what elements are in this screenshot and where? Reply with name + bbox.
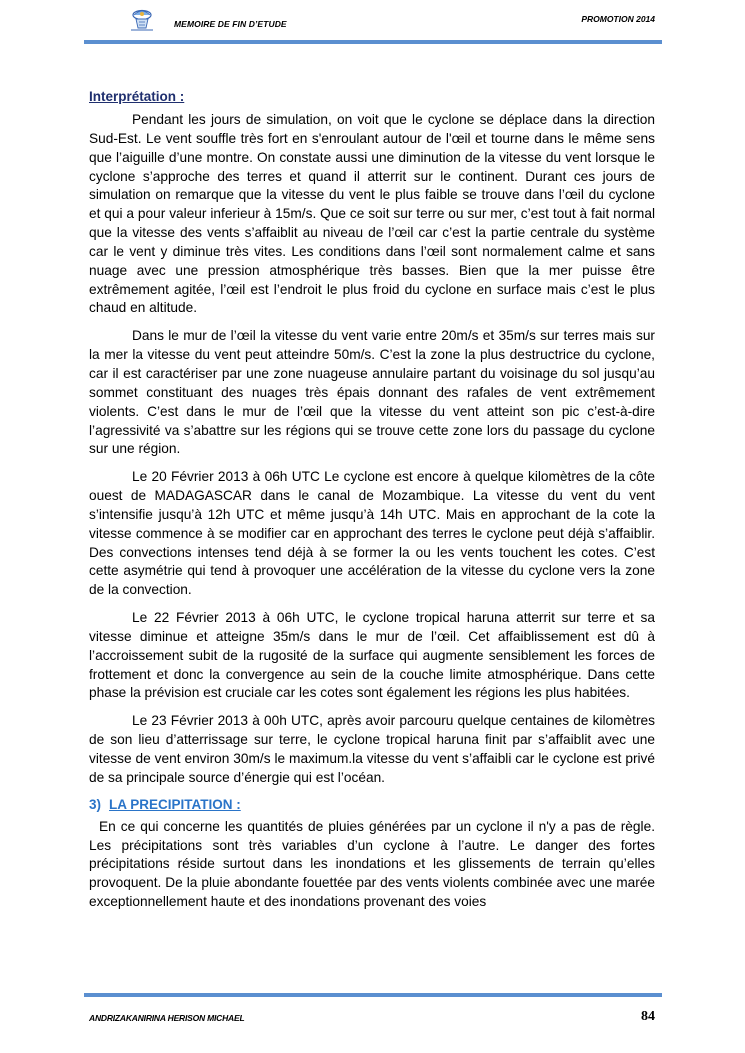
paragraph: En ce qui concerne les quantités de pluies générées par un cyclone il n'y a pas de règle. Les précipitations sont très variables d’un cyclone à l’autre. Le danger des fortes précipitations réside surtout dans les inondations et les glissements de terrain qu’elles provoquent. De la pluie abondante fouettée par des vents violents combinée avec une marée exceptionnellement haute et des inondations provenant des voies — [89, 818, 655, 910]
footer-rule — [84, 993, 662, 997]
header-rule — [84, 40, 662, 44]
section-heading — [89, 797, 655, 812]
interpretation-heading: Interprétation : — [89, 89, 185, 104]
header-promotion: PROMOTION 2014 — [581, 14, 655, 24]
footer-author: ANDRIZAKANIRINA HERISON MICHAEL — [89, 1013, 245, 1023]
institution-logo-icon — [126, 8, 158, 32]
paragraph: Le 22 Février 2013 à 06h UTC, le cyclone tropical haruna atterrit sur terre et sa vitesse diminue et atteigne 35m/s dans le mur de l’œil. Cet affaiblissement est dû à l’accroissement subit de la rugosité de la surface qui augmente sensiblement les forces de frottement et donc la convergence au sein de la couche limite atmosphérique. Dans cette phase la prévision est cruciale car les cotes sont également les régions les plus habitées. — [89, 610, 655, 701]
paragraph: Pendant les jours de simulation, on voit que le cyclone se déplace dans la direction Sud-Est. Le vent souffle très fort en s'enroulant autour de l'œil et tourne dans le même sens que l’aiguille d’une montre. On constate aussi une diminution de la vitesse du vent lorsque le cyclone s’approche des terres et quand il atterrit sur le continent. Durant ces jours de simulation on remarque que la vitesse du vent le plus faible se trouve dans l’œil du cyclone et qui a pour valeur inferieur à 15m/s. Que ce soit sur terre ou sur mer, c’est tout à fait normal que la vitesse des vents s’affaiblit au niveau de l’œil car c’est la partie centrale du système car le vent y diminue très vites. Les conditions dans l’œil sont normalement calme et sans nuage avec une pression atmosphérique très basses. Bien que la mer puisse être extrêmement agitée, l’œil est l’endroit le plus froid du cyclone en surface mais c’est le plus chaud en altitude. — [89, 112, 655, 316]
paragraph: Le 20 Février 2013 à 06h UTC Le cyclone est encore à quelque kilomètres de la côte ouest de MADAGASCAR dans le canal de Mozambique. La vitesse du vent du vent s’intensifie jusqu’à 12h UTC et même jusqu’à 14h UTC. Mais en approchant de la cote la vitesse commence à se modifier car en approchant des terres le cyclone peut déjà s’affaiblir. Des convections intenses tend déjà à se former la ou les vents touchent les cotes. C’est cette asymétrie qui tend à provoquer une accélération de la vitesse du cyclone vers la zone de la convection. — [89, 469, 655, 598]
paragraph: Le 23 Février 2013 à 00h UTC, après avoir parcouru quelque centaines de kilomètres de son lieu d’atterrissage sur terre, le cyclone tropical haruna finit par s’affaiblit avec une vitesse de vent environ 30m/s le maximum.la vitesse du vent s’affaibli car le cyclone est privé de sa principale source d’énergie qui est l’océan. — [89, 713, 655, 785]
page-number: 84 — [641, 1009, 655, 1024]
paragraph: Dans le mur de l’œil la vitesse du vent varie entre 20m/s et 35m/s sur terres mais sur la mer la vitesse du vent peut atteindre 50m/s. C’est la zone la plus destructrice du cyclone, car il est caractériser par une zone nuageuse annulaire partant du voisinage du sol jusqu’au sommet constituant des nuages très épais donnant des rafales de vent extrêmement violents. C’est dans le mur de l’œil que la vitesse du vent atteint son pic c’est-à-dire l’agressivité va s’abattre sur les régions qui se trouve cette zone lors du passage du cyclone sur une région. — [89, 328, 655, 457]
section-title: LA PRECIPITATION : — [109, 796, 241, 812]
section-number: 3) — [89, 796, 102, 812]
page-body — [89, 85, 655, 921]
header-title: MEMOIRE DE FIN D’ETUDE — [174, 19, 287, 29]
